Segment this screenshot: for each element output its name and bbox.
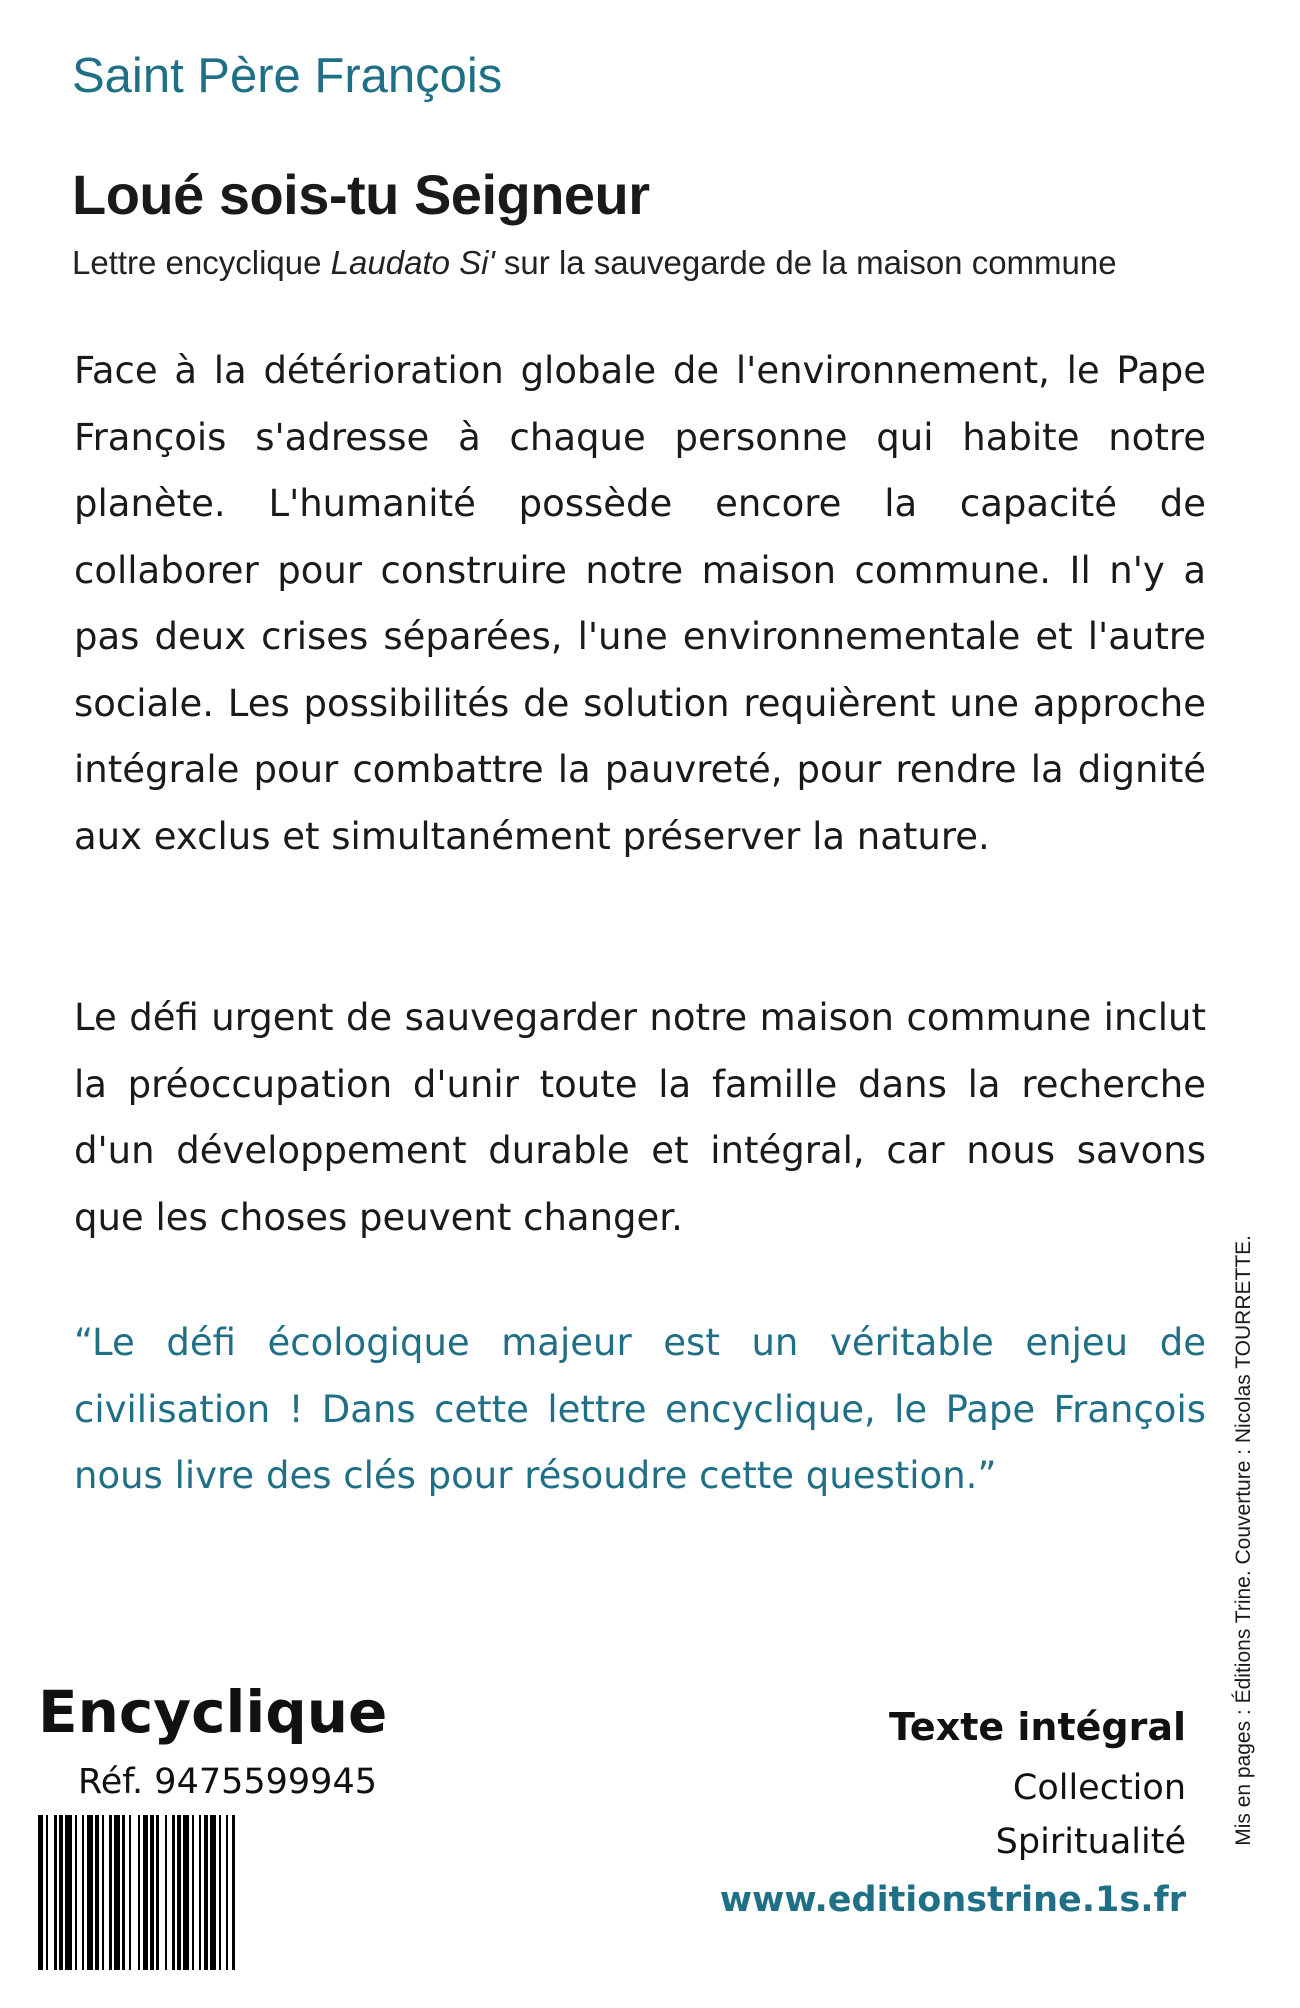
summary-paragraph-1: Face à la détérioration globale de l'environnement, le Pape François s'adresse à chaque personne qui habite notre planète. L'humanité possède encore la capacité de collaborer pour construire notre maison commune. Il n'y a pas deux crises séparées, l'une environnementale et l'autre sociale. Les possibilités de solution requièrent une approche intégrale pour combattre la pauvreté, pour rendre la dignité aux exclus et simultanément préserver la nature. (74, 349, 1206, 858)
collection-line-2: Spiritualité (995, 1822, 1186, 1862)
reference-number: Réf. 9475599945 (78, 1762, 377, 1802)
book-subtitle (72, 244, 1117, 282)
pull-quote: “Le défi écologique majeur est un véritable enjeu de civilisation ! Dans cette lettre encyclique, le Pape François nous livre des clés pour résoudre cette question.” (74, 1321, 1206, 1497)
barcode-icon (38, 1815, 426, 1970)
author-name: Saint Père François (72, 49, 503, 103)
summary-paragraph-2: Le défi urgent de sauvegarder notre maison commune inclut la préoccupation d'unir toute la famille dans la recherche d'un développement durable et intégral, car nous savons que les choses peuvent changer. (74, 996, 1206, 1239)
subtitle-prefix: Lettre encyclique (72, 244, 331, 281)
edition-info (889, 1705, 1186, 1869)
collection-line-1: Collection (1012, 1768, 1186, 1808)
category-label: Encyclique (38, 1678, 388, 1746)
credits-vertical: Mis en pages : Éditions Trine. Couverture : Nicolas TOURRETTE. (1232, 1235, 1255, 1846)
publisher-website: www.editionstrine.1s.fr (719, 1880, 1186, 1920)
subtitle-suffix: sur la sauvegarde de la maison commune (494, 244, 1117, 281)
subtitle-italic-title: Laudato Si' (330, 244, 495, 281)
book-title: Loué sois-tu Seigneur (72, 163, 650, 226)
edition-label: Texte intégral (889, 1705, 1186, 1749)
